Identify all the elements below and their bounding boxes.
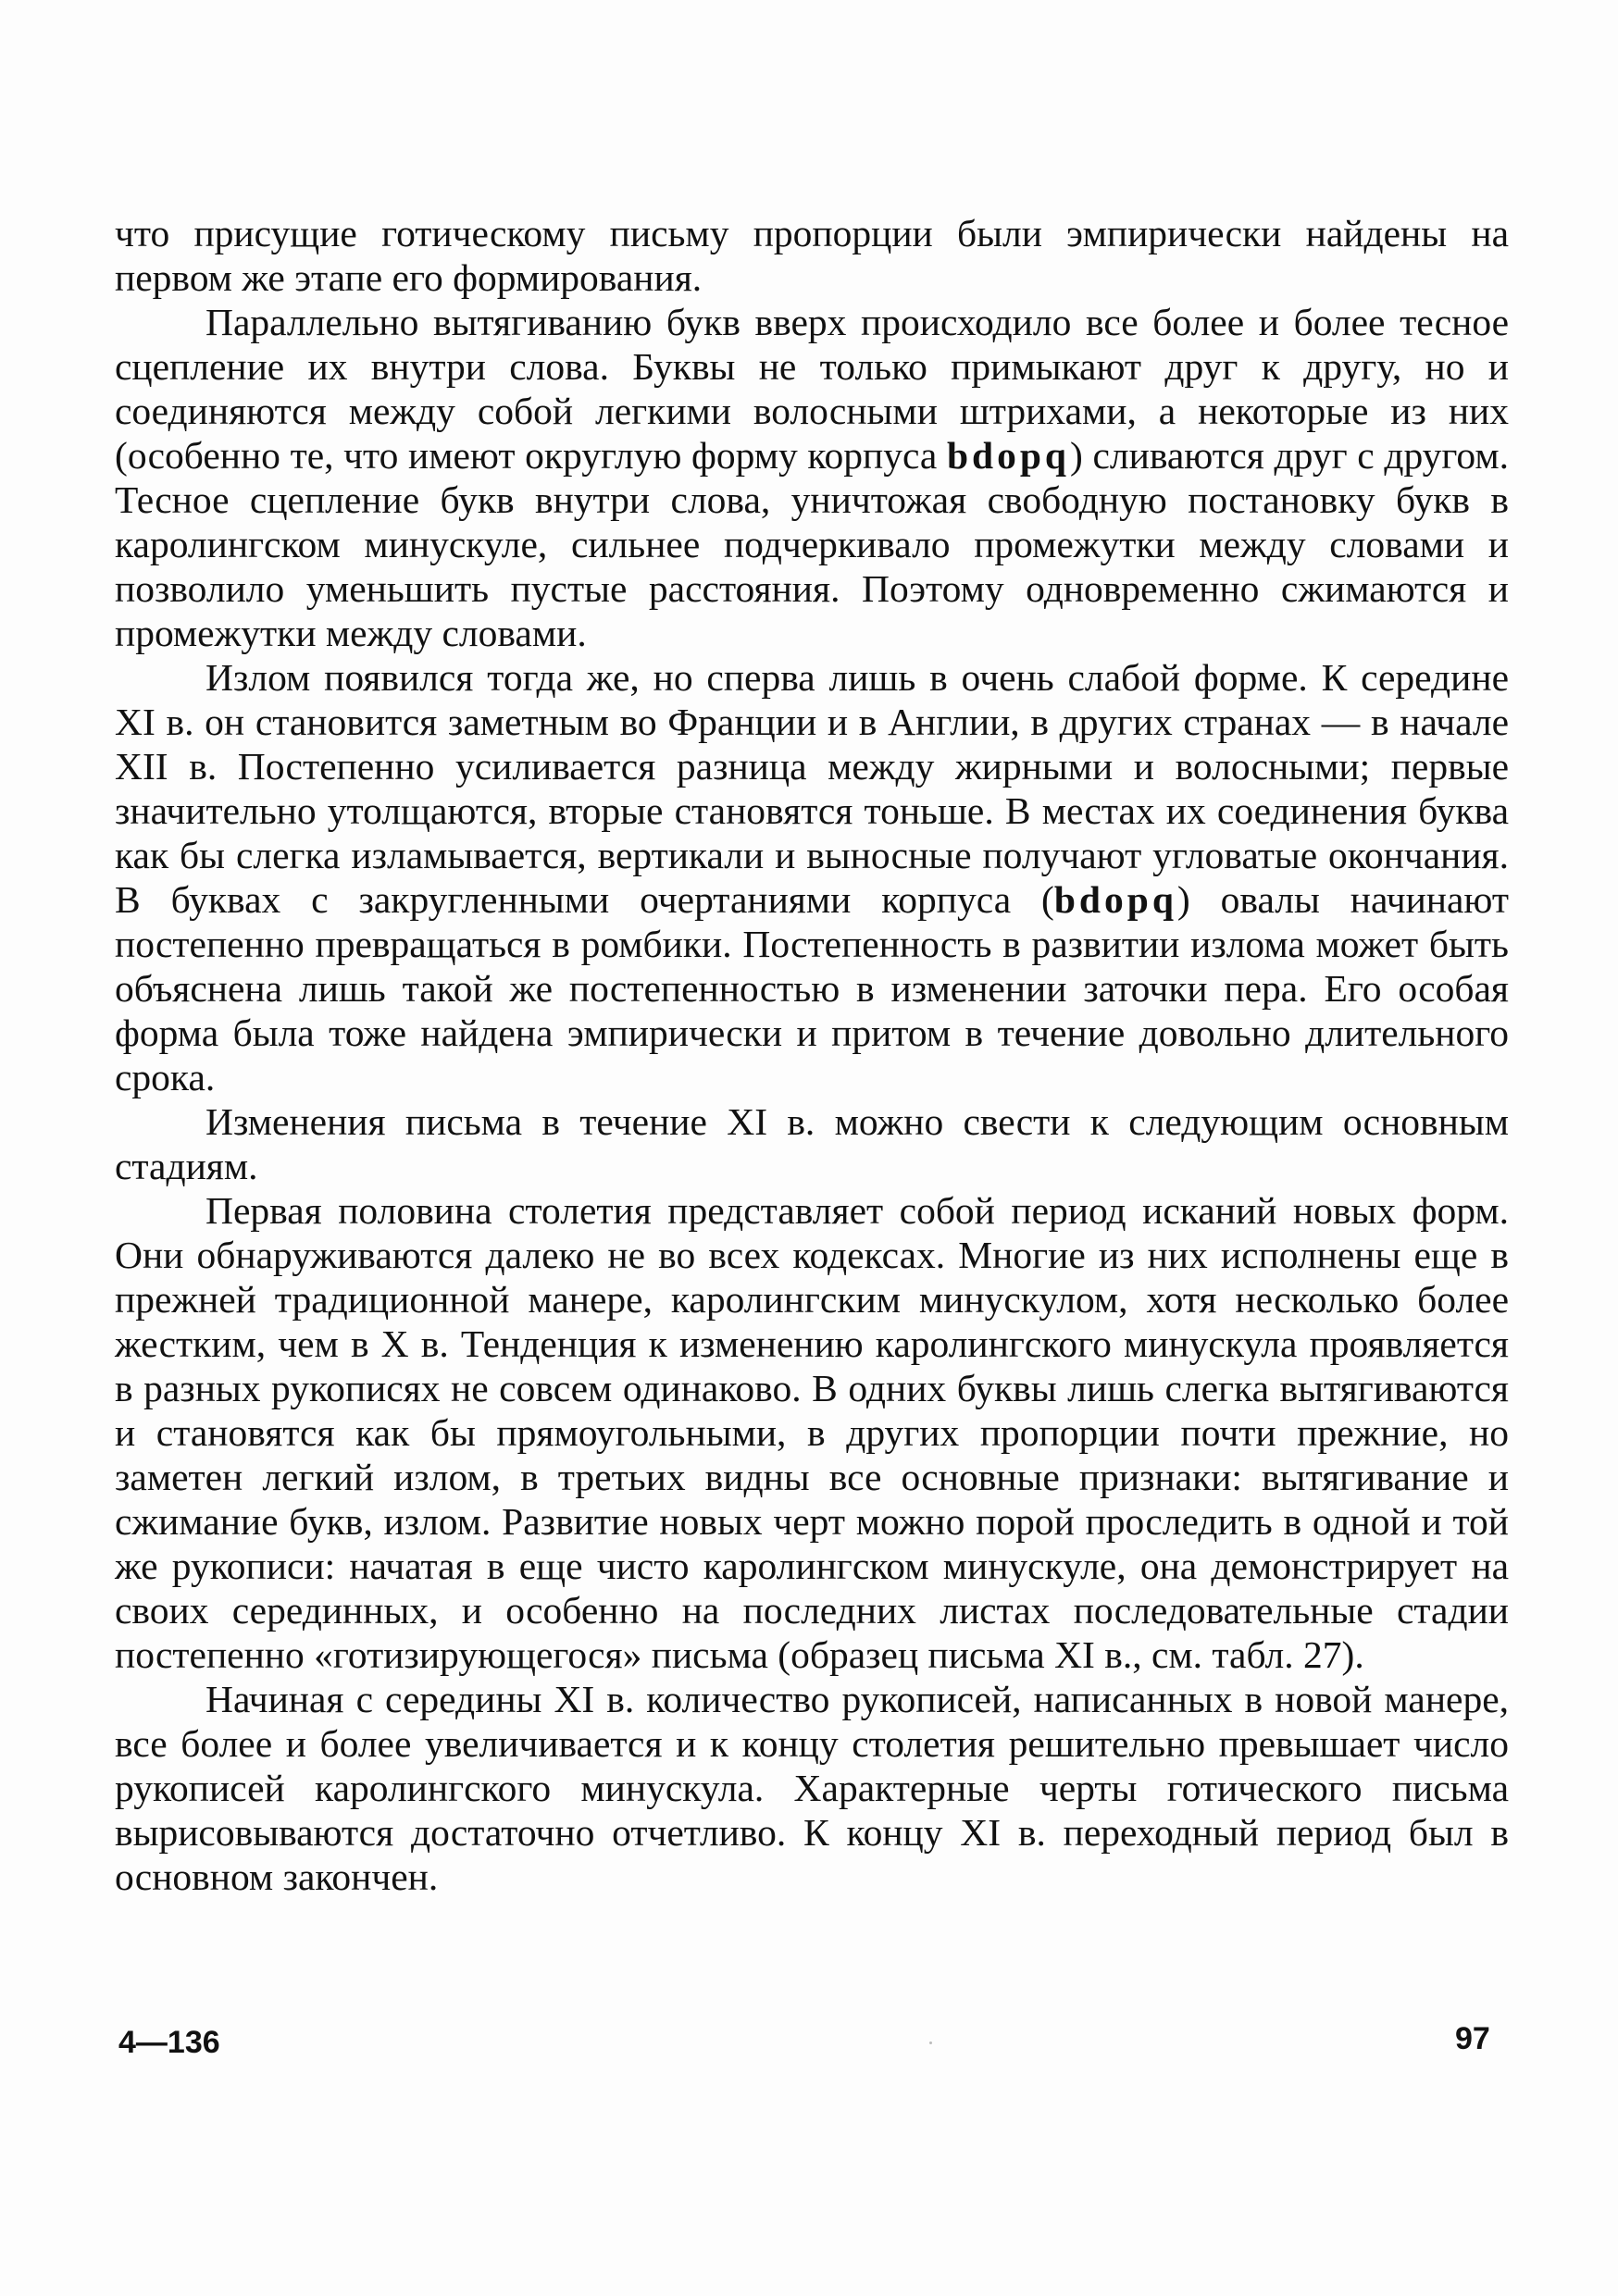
paragraph-4: Изменения письма в течение XI в. можно свести к следующим основным стадиям. <box>115 1100 1509 1187</box>
page-number: 97 <box>1455 2021 1490 2056</box>
paragraph-5: Первая половина столетия представляет собой период исканий новых форм. Они обнаруживаются далеко не во всех кодексах. Многие из них исполнены еще в прежней традиционной манере, каролингским минускулом, хотя несколько более жестким, чем в X в. Тенденция к изменению каролингского минускула проявляется в разных рукописях не совсем одинаково. В одних буквы лишь слегка вытягиваются и становятся как бы прямоугольными, в других пропорции почти прежние, но заметен легкий излом, в третьих видны все основные признаки: вытягивание и сжимание букв, излом. Развитие новых черт можно порой проследить в одной и той же рукописи: начатая в еще чисто каролингском минускуле, она демонстрирует на своих серединных, и особенно на последних листах последовательные стадии постепенно «готизирующегося» письма (образец письма XI в., см. табл. 27). <box>115 1189 1509 1676</box>
paragraph-1: что присущие готическому письму пропорции были эмпирически найдены на первом же этапе его формирования. <box>115 212 1509 299</box>
printer-signature: 4—136 <box>118 2025 220 2060</box>
letter-group-bdopq: bdopq <box>1053 878 1177 921</box>
print-speck <box>929 2042 932 2044</box>
paragraph-2: Параллельно вытягиванию букв вверх происходило все более и более тесное сцепление их внутри слова. Буквы не только примыкают друг к другу, но и соединяются между собой легкими волосными штрихами, а некоторые из них (особенно те, что имеют округлую форму корпуса bdopq) сливаются друг с другом. Тесное сцепление букв внутри слова, уничтожая свободную постановку букв в каролингском минускуле, сильнее подчеркивало промежутки между словами и позволило уменьшить пустые расстояния. Поэтому одновременно сжимаются и промежутки между словами. <box>115 301 1509 654</box>
body-text <box>115 211 1509 1899</box>
letter-group-bdopq: bdopq <box>946 434 1071 477</box>
paragraph-6: Начиная с середины XI в. количество рукописей, написанных в новой манере, все более и более увеличивается и к концу столетия решительно превышает число рукописей каролингского минускула. Характерные черты готического письма вырисовываются достаточно отчетливо. К концу XI в. переходный период был в основном закончен. <box>115 1678 1509 1898</box>
paragraph-3: Излом появился тогда же, но сперва лишь в очень слабой форме. К середине XI в. он становится заметным во Франции и в Англии, в других странах — в начале XII в. Постепенно усиливается разница между жирными и волосными; первые значительно утолщаются, вторые становятся тоньше. В местах их соединения буква как бы слегка изламывается, вертикали и выносные получают угловатые окончания. В буквах с закругленными очертаниями корпуса (bdopq) овалы начинают постепенно превращаться в ромбики. Постепенность в развитии излома может быть объяснена лишь такой же постепенностью в изменении заточки пера. Его особая форма была тоже найдена эмпирически и притом в течение довольно длительного срока. <box>115 656 1509 1098</box>
